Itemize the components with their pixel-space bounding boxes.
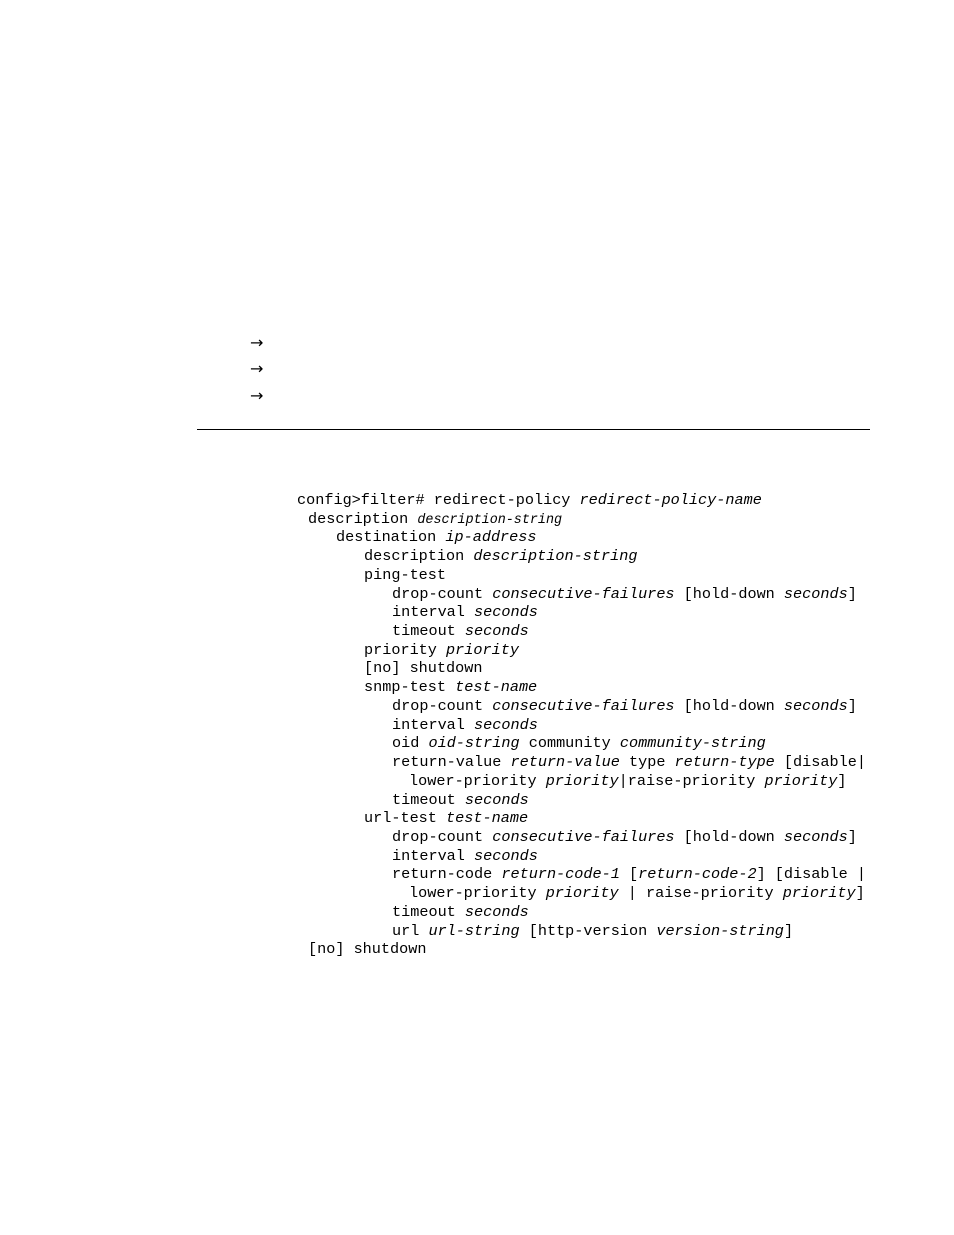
- code-variable: ip-address: [445, 528, 537, 547]
- code-keyword: timeout: [392, 902, 465, 921]
- code-line: [392, 828, 857, 846]
- code-keyword: description: [308, 509, 418, 528]
- code-variable: return-value: [510, 753, 620, 772]
- nav-arrow-icon: →: [250, 386, 264, 405]
- code-keyword: return-value: [392, 753, 511, 772]
- code-variable: seconds: [474, 715, 538, 734]
- code-line: [392, 847, 538, 865]
- code-keyword: priority: [364, 640, 447, 659]
- code-line: [336, 528, 537, 546]
- code-line: [392, 697, 857, 715]
- code-keyword: ]: [837, 771, 847, 790]
- code-variable: priority: [545, 884, 619, 903]
- code-variable: priority: [545, 771, 619, 790]
- code-variable: return-type: [674, 753, 775, 772]
- code-keyword: interval: [392, 603, 475, 622]
- code-line: [392, 622, 529, 640]
- code-keyword: return-code: [392, 865, 502, 884]
- code-variable: seconds: [783, 584, 848, 603]
- code-line: [392, 791, 529, 809]
- code-line: [297, 491, 762, 509]
- code-line: [392, 922, 793, 940]
- code-variable: seconds: [474, 846, 538, 865]
- code-keyword: interval: [392, 846, 475, 865]
- code-variable: test-name: [455, 678, 538, 697]
- code-keyword: url: [392, 921, 429, 940]
- code-keyword: |raise-priority: [618, 771, 765, 790]
- code-variable: seconds: [464, 902, 529, 921]
- code-keyword: drop-count: [392, 827, 493, 846]
- code-variable: test-name: [446, 809, 529, 828]
- code-variable: consecutive-failures: [492, 584, 675, 603]
- code-keyword: [: [619, 865, 639, 884]
- code-line: [364, 809, 528, 827]
- code-line: [364, 641, 519, 659]
- code-keyword: oid: [392, 734, 429, 753]
- code-variable: oid-string: [428, 734, 520, 753]
- code-line: [364, 547, 637, 565]
- code-keyword: drop-count: [392, 584, 493, 603]
- code-variable: priority: [446, 640, 519, 659]
- code-keyword: ] [disable |: [756, 865, 866, 884]
- code-keyword: ]: [783, 921, 794, 940]
- code-keyword: timeout: [392, 622, 465, 641]
- code-keyword: ]: [847, 584, 857, 603]
- code-variable: consecutive-failures: [492, 696, 675, 715]
- code-line: [392, 865, 866, 883]
- code-keyword: | raise-priority: [618, 884, 783, 903]
- code-line: [364, 566, 446, 584]
- code-keyword: [no] shutdown: [364, 659, 483, 678]
- code-line: [364, 659, 482, 677]
- code-keyword: type: [619, 753, 675, 772]
- code-keyword: [disable|: [774, 753, 866, 772]
- code-keyword: [hold-down: [674, 584, 784, 603]
- code-line: [392, 603, 538, 621]
- code-keyword: config>filter# redirect-policy: [297, 491, 580, 509]
- code-keyword: lower-priority: [409, 884, 546, 903]
- code-keyword: interval: [392, 715, 475, 734]
- code-variable: return-code-2: [638, 865, 757, 884]
- code-variable: url-string: [428, 921, 520, 940]
- code-keyword: [hold-down: [674, 827, 784, 846]
- code-variable: seconds: [783, 696, 848, 715]
- code-variable: seconds: [464, 790, 529, 809]
- code-keyword: snmp-test: [364, 678, 456, 697]
- code-variable: community-string: [619, 734, 766, 753]
- code-variable: priority: [764, 771, 838, 790]
- code-line: [364, 678, 537, 696]
- code-variable: consecutive-failures: [492, 827, 675, 846]
- code-keyword: community: [519, 734, 620, 753]
- code-line: [392, 585, 857, 603]
- code-keyword: url-test: [364, 809, 447, 828]
- code-keyword: timeout: [392, 790, 465, 809]
- code-variable: seconds: [464, 622, 529, 641]
- code-variable: redirect-policy-name: [579, 491, 762, 509]
- code-line: [409, 884, 865, 902]
- code-line: [392, 734, 766, 752]
- code-keyword: drop-count: [392, 696, 493, 715]
- code-line: [308, 940, 426, 958]
- code-keyword: [hold-down: [674, 696, 784, 715]
- nav-arrow-icon: →: [250, 333, 264, 352]
- code-keyword: [no] shutdown: [308, 940, 427, 959]
- code-keyword: lower-priority: [409, 771, 546, 790]
- code-line: [392, 716, 538, 734]
- code-variable: description-string: [417, 512, 563, 528]
- code-variable: priority: [782, 884, 856, 903]
- code-variable: version-string: [656, 921, 784, 940]
- code-line: [392, 753, 866, 771]
- code-keyword: ping-test: [364, 565, 447, 584]
- code-keyword: description: [364, 547, 474, 566]
- code-keyword: ]: [847, 696, 857, 715]
- code-variable: seconds: [474, 603, 538, 622]
- code-keyword: destination: [336, 528, 446, 547]
- code-variable: seconds: [783, 827, 848, 846]
- code-variable: return-code-1: [501, 865, 620, 884]
- code-keyword: ]: [855, 884, 865, 903]
- code-line: [392, 903, 529, 921]
- code-keyword: ]: [847, 827, 857, 846]
- nav-arrow-icon: →: [250, 359, 264, 378]
- code-line: [308, 510, 562, 528]
- code-variable: description-string: [473, 547, 638, 566]
- code-keyword: [http-version: [519, 921, 657, 940]
- code-line: [409, 772, 847, 790]
